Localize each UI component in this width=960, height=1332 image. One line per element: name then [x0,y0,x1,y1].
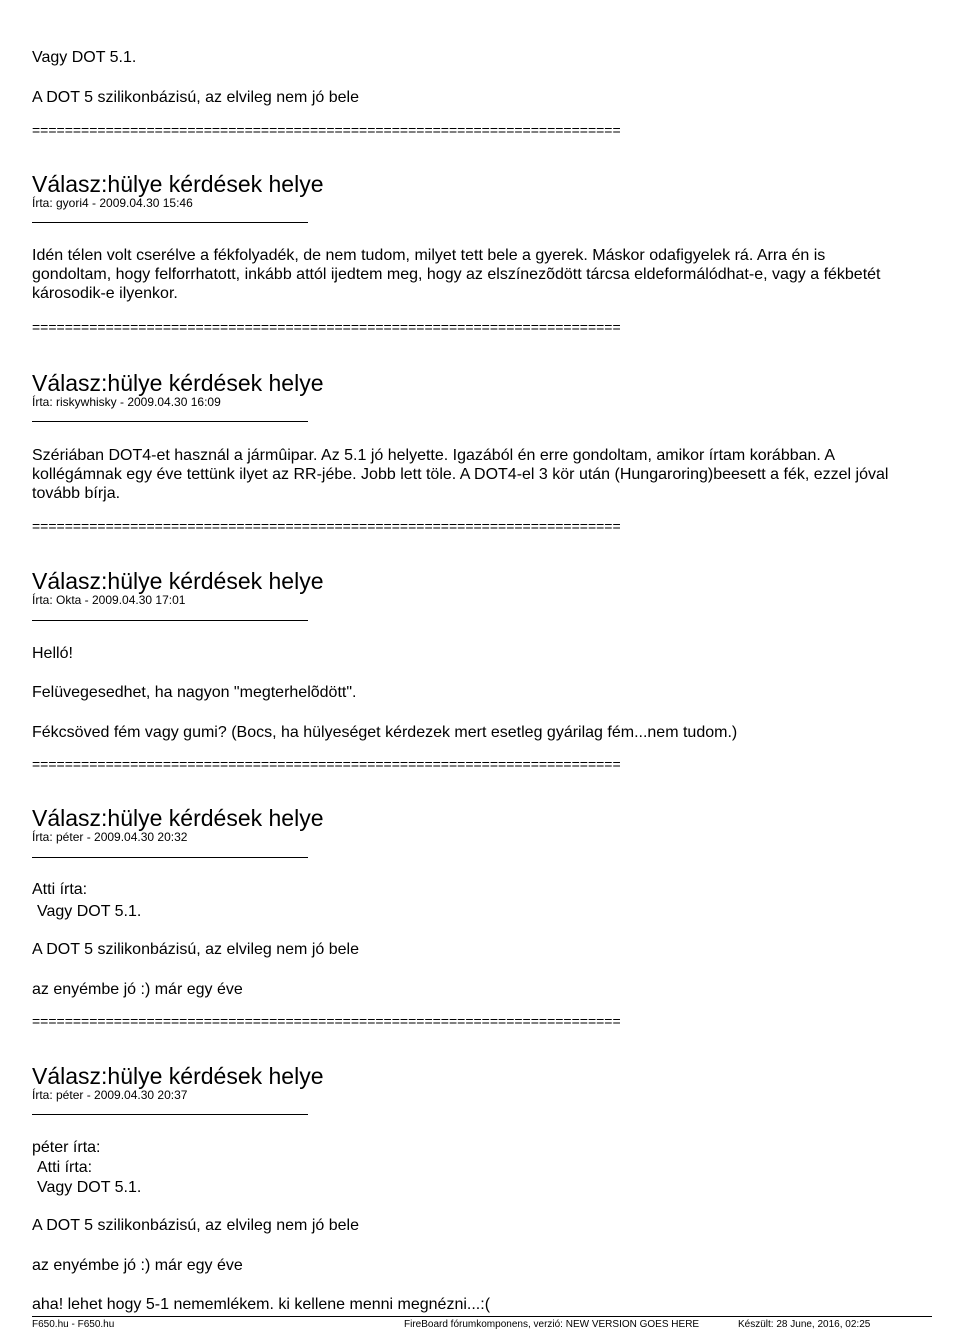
post-meta: Írta: riskywhisky - 2009.04.30 16:09 [32,395,221,409]
post-body-line: az enyémbe jó :) már egy éve [32,981,243,998]
footer-generated: Készült: 28 June, 2016, 02:25 [738,1319,871,1330]
footer-rule [32,1316,932,1317]
post-title: Válasz:hülye kérdések helye [32,568,324,594]
post-title: Válasz:hülye kérdések helye [32,370,324,396]
post-body-line: Fékcsöved fém vagy gumi? (Bocs, ha hülyeséget kérdezek mert esetleg gyárilag fém...nem tudom.) [32,724,738,741]
post-body: Idén télen volt cserélve a fékfolyadék, de nem tudom, milyet tett bele a gyerek. Máskor odafigyelek rá. Arra én is gondoltam, hogy felforrhatott, inkább attól ijedtem meg, hogy az elszínezõdött tárcsa eldeformálódhat-e, vagy a fékbetét károsodik-e ilyenkor. [32,247,881,302]
intro-line-1: Vagy DOT 5.1. [32,49,137,66]
post-meta: Írta: gyori4 - 2009.04.30 15:46 [32,196,193,210]
post-title: Válasz:hülye kérdések helye [32,171,324,197]
quote-author: Atti írta: [32,881,88,898]
post-body: Szériában DOT4-et használ a jármûipar. Az 5.1 jó helyette. Igazából én erre gondoltam, amikor írtam korábban. A kollégámnak egy éve tettünk ilyet az RR-jébe. Jobb lett töle. A DOT4-el 3 kör után (Hungaroring)beesett a fék, ezzel jóval tovább bírja. [32,447,889,502]
post-meta: Írta: péter - 2009.04.30 20:37 [32,1088,188,1102]
footer-site: F650.hu - F650.hu [32,1319,115,1330]
post-rule [32,1114,308,1115]
post-meta: Írta: péter - 2009.04.30 20:32 [32,830,188,844]
separator: ======================================================================== [32,319,621,335]
post-body-line: Felüvegesedhet, ha nagyon "megterhelõdött". [32,684,357,701]
separator: ======================================================================== [32,1013,621,1029]
intro-line-2: A DOT 5 szilikonbázisú, az elvileg nem jó bele [32,89,359,106]
quote-author: péter írta: [32,1139,101,1156]
post-meta: Írta: Okta - 2009.04.30 17:01 [32,593,186,607]
quote-line: A DOT 5 szilikonbázisú, az elvileg nem jó bele [32,941,359,958]
quote-author: Atti írta: [37,1159,93,1176]
post-body-line: Helló! [32,645,73,662]
post-title: Válasz:hülye kérdések helye [32,805,324,831]
quote-line: Vagy DOT 5.1. [37,903,142,920]
post-body-line: aha! lehet hogy 5-1 nememlékem. ki kellene menni megnézni...:( [32,1296,491,1313]
quote-line: Vagy DOT 5.1. [37,1179,142,1196]
post-rule [32,222,308,223]
post-rule [32,620,308,621]
quote-line: A DOT 5 szilikonbázisú, az elvileg nem jó bele [32,1217,359,1234]
post-rule [32,421,308,422]
separator: ======================================================================== [32,518,621,534]
separator: ======================================================================== [32,756,621,772]
separator: ======================================================================== [32,122,621,138]
quote-line: az enyémbe jó :) már egy éve [32,1257,243,1274]
post-rule [32,857,308,858]
footer-component: FireBoard fórumkomponens, verzió: NEW VERSION GOES HERE [404,1319,700,1330]
post-title: Válasz:hülye kérdések helye [32,1063,324,1089]
